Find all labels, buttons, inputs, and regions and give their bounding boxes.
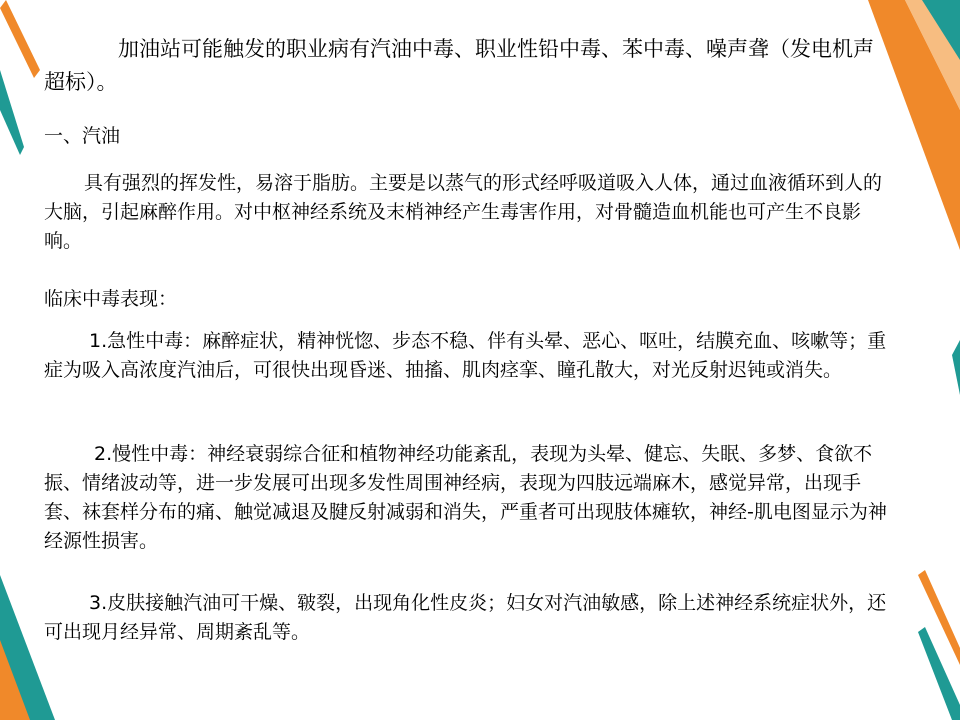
clinical-heading: 临床中毒表现： xyxy=(44,288,178,310)
properties-paragraph: 具有强烈的挥发性，易溶于脂肪。主要是以蒸气的形式经呼吸道吸入人体，通过血液循环到人的大脑，引起麻醉作用。对中枢神经系统及末梢神经产生毒害作用，对骨髓造血机能也可产生不良影响。 xyxy=(44,172,883,252)
skin-contact-paragraph: 3.皮肤接触汽油可干燥、皲裂，出现角化性皮炎；妇女对汽油敏感，除上述神经系统症状外，还可出现月经异常、周期紊乱等。 xyxy=(44,592,887,643)
top-left-orange-stroke xyxy=(0,0,40,78)
bottom-right-orange-stroke xyxy=(918,570,960,665)
section-heading-gasoline: 一、汽油 xyxy=(44,125,121,147)
intro-paragraph: 加油站可能触发的职业病有汽油中毒、职业性铅中毒、苯中毒、噪声聋（发电机声超标）。 xyxy=(44,37,874,94)
right-teal-stroke xyxy=(952,340,960,395)
acute-poisoning-paragraph: 1.急性中毒：麻醉症状，精神恍惚、步态不稳、伴有头晕、恶心、呕吐，结膜充血、咳嗽等；重症为吸入高浓度汽油后，可很快出现昏迷、抽搐、肌肉痉挛、瞳孔散大，对光反射迟钝或消失。 xyxy=(44,330,887,381)
chronic-poisoning-paragraph: 2.慢性中毒：神经衰弱综合征和植物神经功能紊乱，表现为头晕、健忘、失眠、多梦、食欲不振、情绪波动等，进一步发展可出现多发性周围神经病，表现为四肢远端麻木，感觉异常，出现手套、袜套样分布的痛、触觉减退及腱反射减弱和消失，严重者可出现肢体瘫软，神经-肌电图显示为神经源性损害。 xyxy=(44,443,887,552)
left-teal-stroke xyxy=(0,70,24,155)
